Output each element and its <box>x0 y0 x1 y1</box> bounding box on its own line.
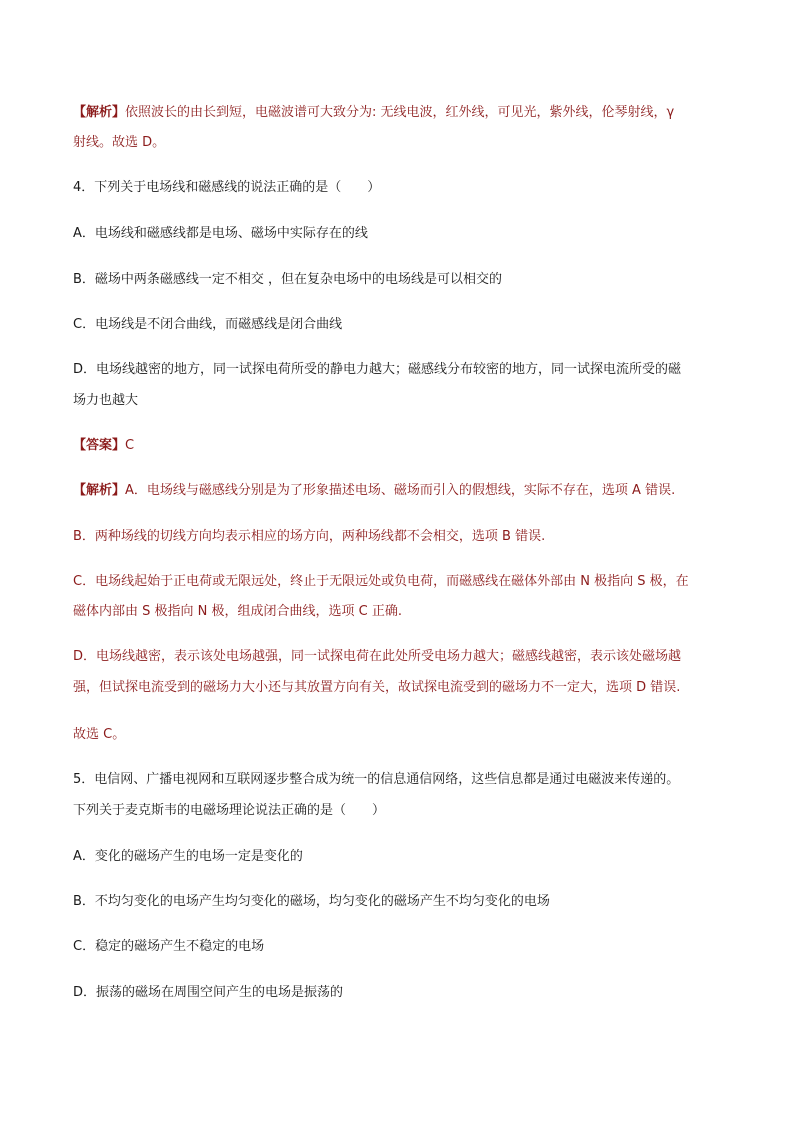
q5-option-c: C．稳定的磁场产生不稳定的电场 <box>73 939 265 954</box>
answer-tag: 【答案】 <box>73 438 126 453</box>
prev-analysis-line-2: 射线。故选 D。 <box>73 135 166 150</box>
q4-conclusion: 故选 C。 <box>73 727 126 742</box>
q4-option-b: B．磁场中两条磁感线一定不相交 ，但在复杂电场中的电场线是可以相交的 <box>73 272 503 287</box>
q4-option-c: C．电场线是不闭合曲线，而磁感线是闭合曲线 <box>73 317 343 332</box>
q4-analysis-d-line-1: D．电场线越密，表示该处电场越强，同一试探电荷在此处所受电场力越大；磁感线越密，表示该处磁场越 <box>73 649 682 664</box>
analysis-tag: 【解析】 <box>73 105 126 120</box>
prev-analysis-line-1 <box>73 104 674 122</box>
q5-stem-line-1: 5．电信网、广播电视网和互联网逐步整合成为统一的信息通信网络，这些信息都是通过电磁波来传递的。 <box>73 772 680 787</box>
analysis-tag: 【解析】 <box>73 483 126 498</box>
q4-option-d-line-1: D．电场线越密的地方，同一试探电荷所受的静电力越大；磁感线分布较密的地方，同一试探电流所受的磁 <box>73 362 682 377</box>
q5-option-b: B．不均匀变化的电场产生均匀变化的磁场，均匀变化的磁场产生不均匀变化的电场 <box>73 894 550 909</box>
q5-option-a: A．变化的磁场产生的电场一定是变化的 <box>73 849 303 864</box>
prev-analysis-text-1: 依照波长的由长到短，电磁波谱可大致分为: 无线电波，红外线，可见光，紫外线，伦琴射线，γ <box>125 105 675 120</box>
q4-option-a: A．电场线和磁感线都是电场、磁场中实际存在的线 <box>73 226 368 241</box>
q4-analysis-a-text: A．电场线与磁感线分别是为了形象描述电场、磁场而引入的假想线，实际不存在，选项 A 错误. <box>125 483 676 498</box>
q4-option-d-line-2: 场力也越大 <box>73 393 139 408</box>
q4-stem: 4．下列关于电场线和磁感线的说法正确的是（ ） <box>73 180 381 195</box>
q4-analysis-b: B．两种场线的切线方向均表示相应的场方向，两种场线都不会相交，选项 B 错误. <box>73 529 546 544</box>
q4-analysis-c-line-2: 磁体内部由 S 极指向 N 极，组成闭合曲线，选项 C 正确. <box>73 604 402 619</box>
q4-analysis-c-line-1: C．电场线起始于正电荷或无限远处，终止于无限远处或负电荷，而磁感线在磁体外部由 N 极指向 S 极，在 <box>73 574 689 589</box>
answer-value: C <box>125 438 135 453</box>
q5-stem-line-2: 下列关于麦克斯韦的电磁场理论说法正确的是（ ） <box>73 803 386 818</box>
q4-analysis-d-line-2: 强，但试探电流受到的磁场力大小还与其放置方向有关，故试探电流受到的磁场力不一定大，选项 D 错误. <box>73 680 681 695</box>
q4-analysis-a <box>73 482 675 500</box>
q4-answer <box>73 437 134 455</box>
q5-option-d: D．振荡的磁场在周围空间产生的电场是振荡的 <box>73 985 344 1000</box>
